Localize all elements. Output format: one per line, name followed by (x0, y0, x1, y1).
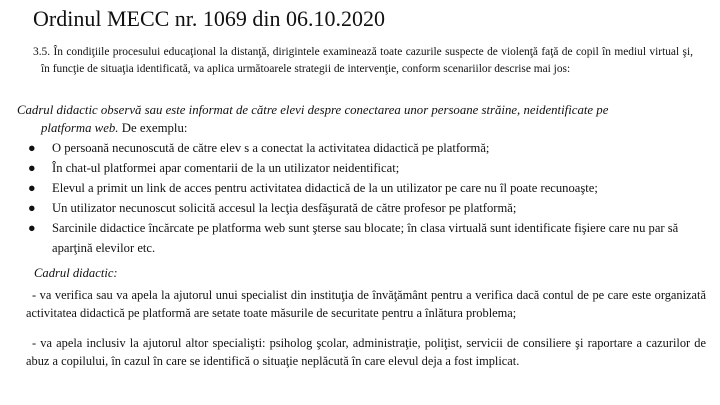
scenario-paragraph (17, 101, 699, 137)
list-item (26, 178, 700, 198)
teacher-label: Cadrul didactic: (34, 266, 118, 280)
scenario-line-1: Cadrul didactic observă sau este informat de către elevi despre conectarea unor persoane străine, neidentificate pe (17, 103, 609, 117)
bullet-icon: ● (28, 181, 36, 195)
action-paragraph-2 (26, 334, 706, 370)
scenario-line-2 (17, 119, 699, 137)
document-title: Ordinul MECC nr. 1069 din 06.10.2020 (33, 6, 386, 31)
action-paragraph-1 (26, 286, 706, 322)
intro-paragraph: 3.5. În condiţiile procesului educaţional la distanţă, dirigintele examinează toate cazurile suspecte de violenţă faţă de copil în mediul virtual şi, în funcţie de situaţia identificată, va aplica următoarele strategii de intervenţie, conform scenariilor descrise mai jos: (33, 46, 693, 75)
bullet-icon: ● (28, 141, 36, 155)
scenario-example-text: De exemplu: (118, 121, 188, 135)
list-item-text: O persoană necunoscută de către elev s a conectat la activitatea didactică pe platformă; (52, 141, 490, 155)
example-bullet-list (26, 138, 700, 258)
list-item (26, 138, 700, 158)
list-item-text: Un utilizator necunoscut solicită accesul la lecţia desfăşurată de către profesor pe platformă; (52, 201, 517, 215)
scenario-platform-text: platforma web. (41, 121, 119, 135)
bullet-icon: ● (28, 161, 36, 175)
list-item-text: Elevul a primit un link de acces pentru activitatea didactică de la un utilizator pe care nu îl poate recunoaşte; (52, 181, 598, 195)
list-item (26, 198, 700, 218)
list-item (26, 218, 700, 258)
action-text-2: - va apela inclusiv la ajutorul altor specialişti: psiholog şcolar, administraţie, poliţist, servicii de consiliere şi raportare a cazurilor de abuz a copilului, în cazul în care se identifică o situaţie neplăcută în care elevul deja a fost implicat. (26, 336, 706, 368)
bullet-icon: ● (28, 201, 36, 215)
list-item-text: Sarcinile didactice încărcate pe platforma web sunt şterse sau blocate; în clasa virtuală sunt identificate fişiere care nu par să aparţină elevilor etc. (52, 221, 679, 255)
bullet-icon: ● (28, 221, 36, 235)
list-item (26, 158, 700, 178)
action-text-1: - va verifica sau va apela la ajutorul unui specialist din instituţia de învăţământ pentru a verifica dacă contul de pe care este organizată activitatea didactică pe platformă are setate toate măsurile de securitate pentru a înlătura problema; (26, 288, 706, 320)
list-item-text: În chat-ul platformei apar comentarii de la un utilizator neidentificat; (52, 161, 400, 175)
